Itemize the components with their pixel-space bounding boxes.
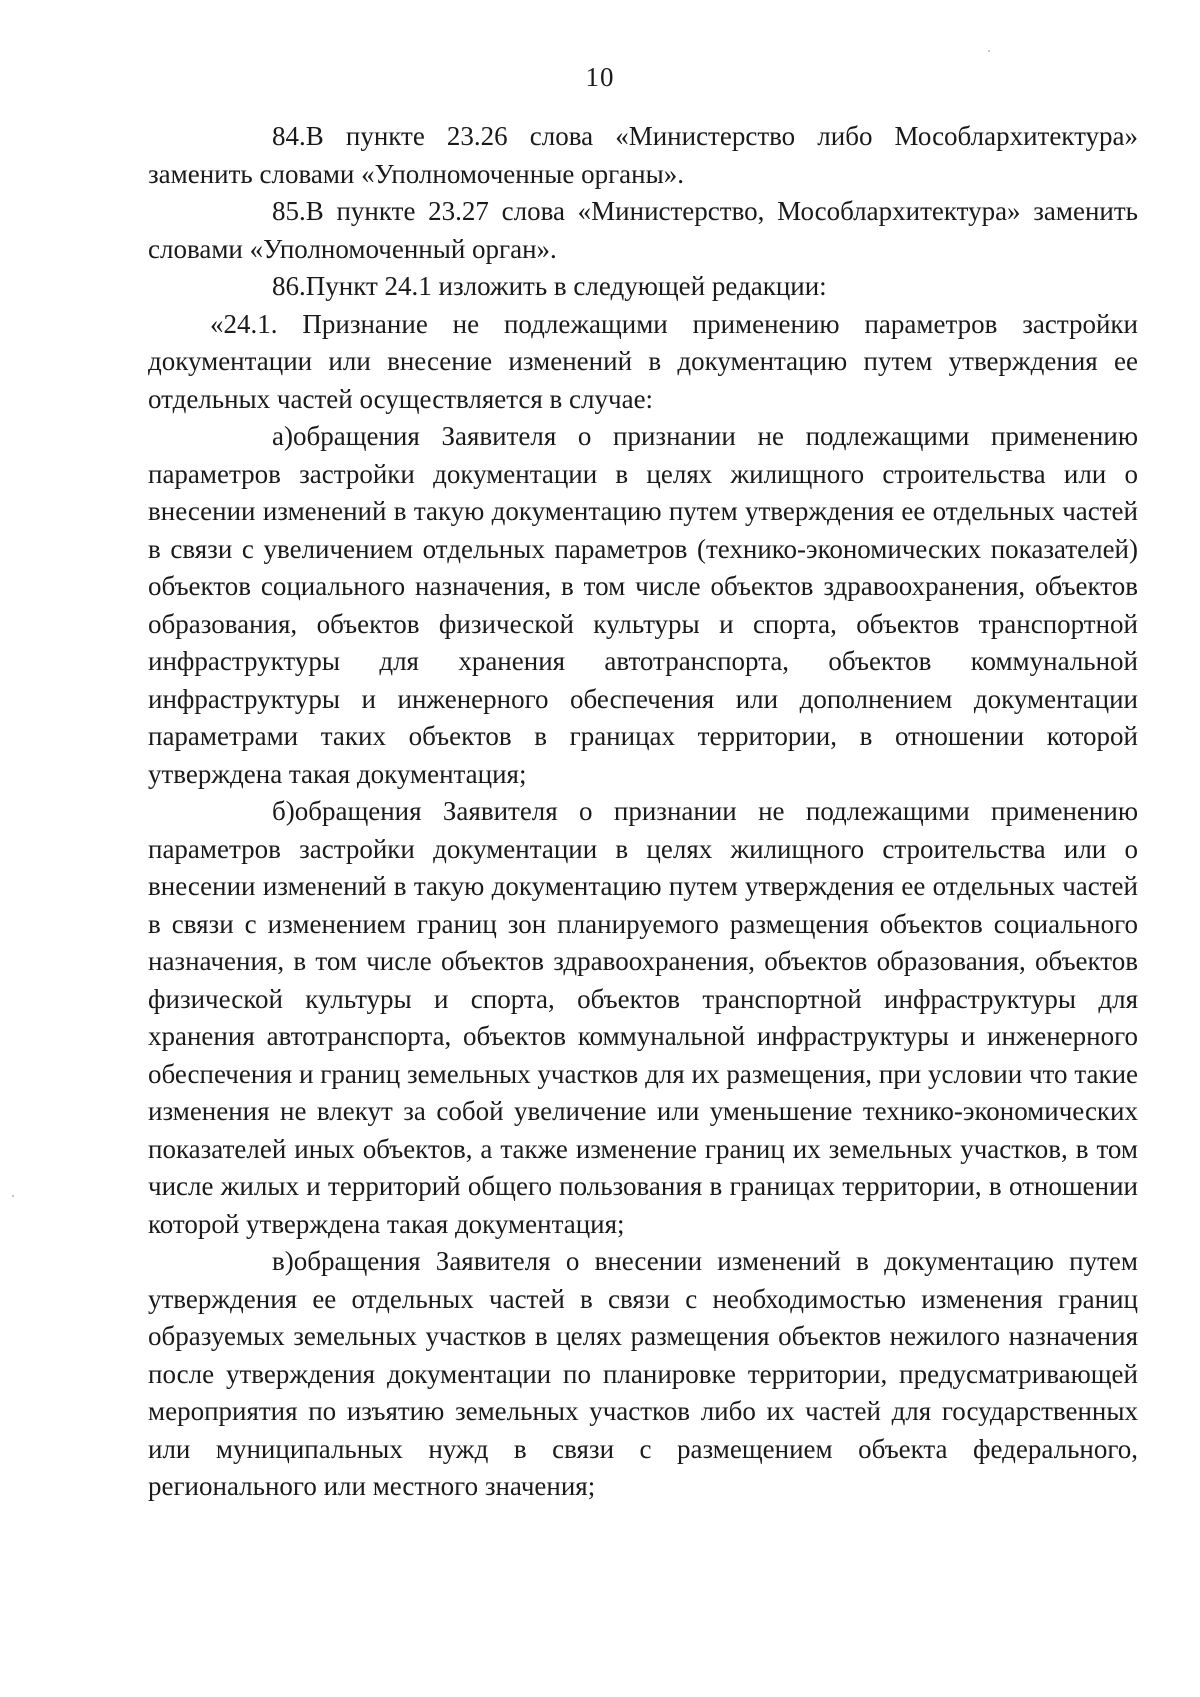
paragraph-text: В пункте 23.27 слова «Министерство, Мособлархитектура» заменить словами «Уполномоченный орган». — [148, 196, 1138, 264]
paragraph-text: Пункт 24.1 изложить в следующей редакции: — [305, 271, 827, 301]
paragraph-text: В пункте 23.26 слова «Министерство либо Мособлархитектура» заменить словами «Уполномоченные органы». — [148, 121, 1138, 189]
subparagraph-marker: а) — [272, 421, 293, 451]
subparagraph-a — [148, 418, 1138, 793]
subparagraph-v — [148, 1243, 1138, 1506]
paragraph-84 — [148, 118, 1138, 193]
paragraph-86 — [148, 268, 1138, 306]
document-body — [148, 118, 1138, 1506]
paragraph-marker: 85. — [272, 196, 306, 226]
paragraph-85 — [148, 193, 1138, 268]
subparagraph-b — [148, 793, 1138, 1243]
paragraph-24-1 — [148, 306, 1138, 419]
paragraph-text: обращения Заявителя о признании не подлежащими применению параметров застройки документации в целях жилищного строительства или о внесении изменений в такую документацию путем утверждения ее отдельных частей в связи с увеличением отдельных параметров (технико-экономических показателей) объектов социального назначения, в том числе объектов здравоохранения, объектов образования, объектов физической культуры и спорта, объектов транспортной инфраструктуры для хранения автотранспорта, объектов коммунальной инфраструктуры и инженерного обеспечения или дополнением документации параметрами таких объектов в границах территории, в отношении которой утверждена такая документация; — [148, 421, 1138, 789]
subparagraph-marker: б) — [272, 796, 295, 826]
subparagraph-marker: в) — [272, 1246, 294, 1276]
paragraph-marker: 86. — [272, 271, 306, 301]
scan-speck — [12, 1195, 14, 1197]
paragraph-text: обращения Заявителя о признании не подлежащими применению параметров застройки документации в целях жилищного строительства или о внесении изменений в такую документацию путем утверждения ее отдельных частей в связи с изменением границ зон планируемого размещения объектов социального назначения, в том числе объектов здравоохранения, объектов образования, объектов физической культуры и спорта, объектов транспортной инфраструктуры для хранения автотранспорта, объектов коммунальной инфраструктуры и инженерного обеспечения и границ земельных участков для их размещения, при условии что такие изменения не влекут за собой увеличение или уменьшение технико-экономических показателей иных объектов, а также изменение границ их земельных участков, в том числе жилых и территорий общего пользования в границах территории, в отношении которой утверждена такая документация; — [148, 796, 1138, 1239]
page-number: 10 — [585, 62, 615, 92]
paragraph-marker: 84. — [272, 121, 306, 151]
paragraph-text: обращения Заявителя о внесении изменений в документацию путем утверждения ее отдельных частей в связи с необходимостью изменения границ образуемых земельных участков в целях размещения объектов нежилого назначения после утверждения документации по планировке территории, предусматривающей мероприятия по изъятию земельных участков либо их частей для государственных или муниципальных нужд в связи с размещением объекта федерального, регионального или местного значения; — [148, 1246, 1138, 1501]
paragraph-text: «24.1. Признание не подлежащими применению параметров застройки документации или внесение изменений в документацию путем утверждения ее отдельных частей осуществляется в случае: — [148, 308, 1138, 414]
scan-speck — [988, 50, 990, 52]
